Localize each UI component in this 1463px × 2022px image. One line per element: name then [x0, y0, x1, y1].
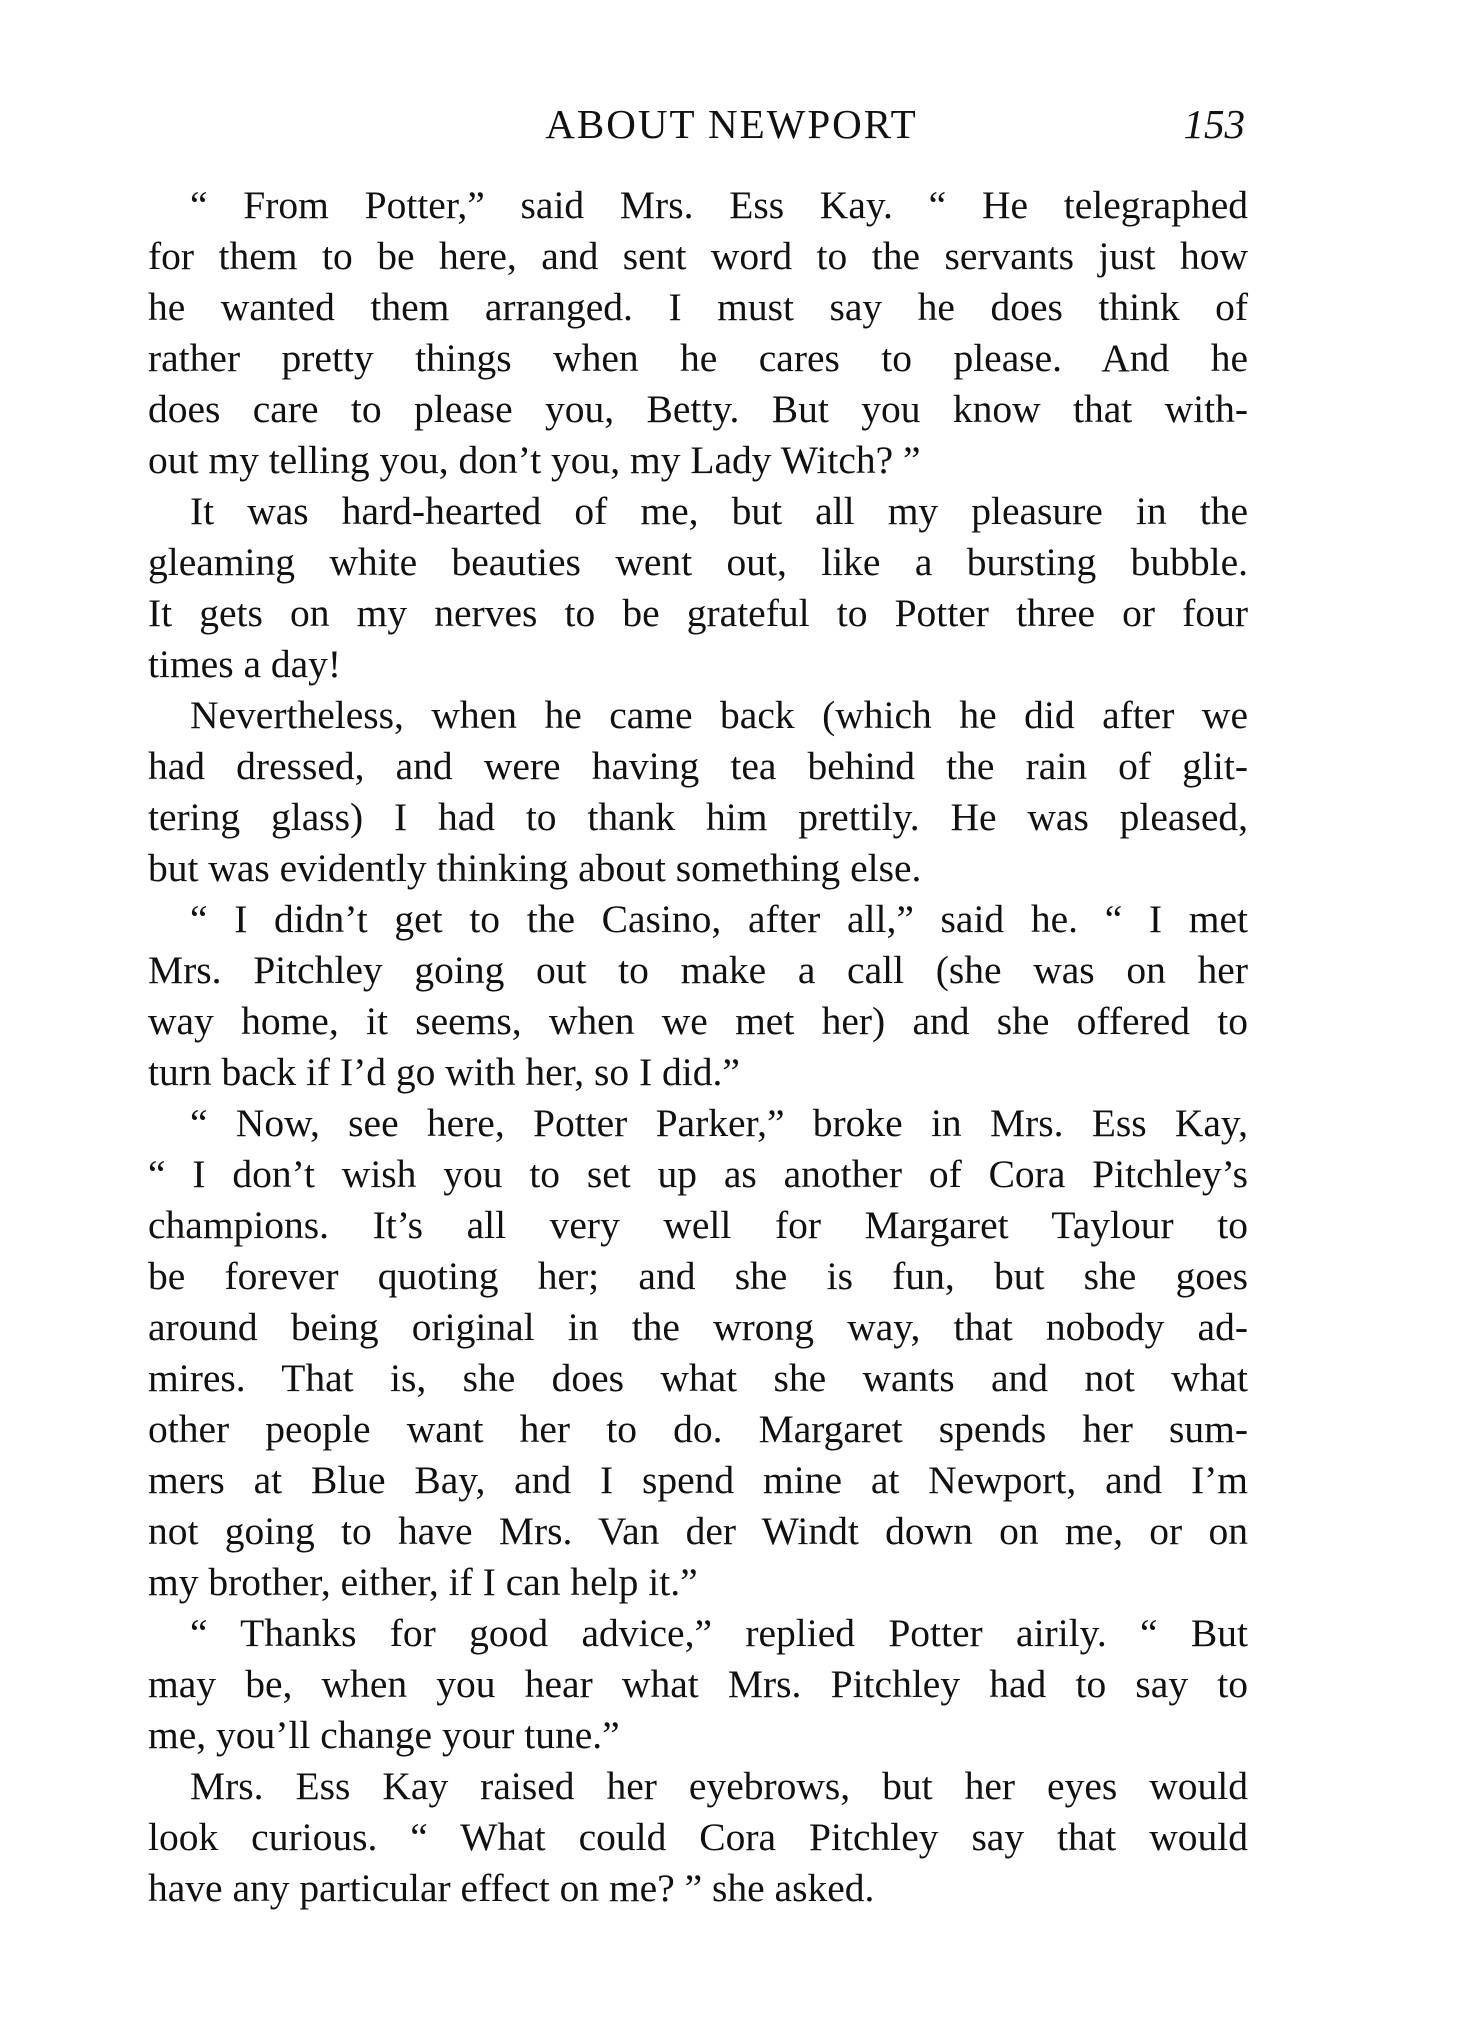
text-line: other people want her to do. Margaret spends her sum- [148, 1407, 1248, 1451]
text-line: be forever quoting her; and she is fun, but she goes [148, 1254, 1248, 1298]
text-line: way home, it seems, when we met her) and she offered to [148, 999, 1248, 1043]
text-line: “ Now, see here, Potter Parker,” broke in Mrs. Ess Kay, [190, 1101, 1248, 1145]
text-line: champions. It’s all very well for Margaret Taylour to [148, 1203, 1248, 1247]
text-line: It gets on my nerves to be grateful to Potter three or four [148, 591, 1248, 635]
text-line: have any particular effect on me? ” she asked. [148, 1866, 875, 1910]
text-line: mires. That is, she does what she wants and not what [148, 1356, 1248, 1400]
text-line: may be, when you hear what Mrs. Pitchley had to say to [148, 1662, 1248, 1706]
text-line: It was hard-hearted of me, but all my pleasure in the [190, 489, 1248, 533]
paragraph [148, 894, 1248, 1098]
text-line: me, you’ll change your tune.” [148, 1713, 620, 1757]
paragraph [148, 180, 1248, 486]
paragraph [148, 1098, 1248, 1608]
text-line: times a day! [148, 642, 342, 686]
text-line: “ I don’t wish you to set up as another of Cora Pitchley’s [148, 1152, 1248, 1196]
text-line: tering glass) I had to thank him prettily. He was pleased, [148, 795, 1248, 839]
running-title: ABOUT NEWPORT [545, 101, 918, 147]
text-line: he wanted them arranged. I must say he does think of [148, 285, 1248, 329]
text-line: around being original in the wrong way, that nobody ad- [148, 1305, 1248, 1349]
text-line: “ I didn’t get to the Casino, after all,” said he. “ I met [190, 897, 1248, 941]
text-line: but was evidently thinking about something else. [148, 846, 922, 890]
text-line: turn back if I’d go with her, so I did.” [148, 1050, 740, 1094]
paragraph [148, 1761, 1248, 1914]
text-line: not going to have Mrs. Van der Windt down on me, or on [148, 1509, 1248, 1553]
page-header [0, 100, 1463, 160]
text-line: had dressed, and were having tea behind the rain of glit- [148, 744, 1248, 788]
text-line: does care to please you, Betty. But you know that with- [148, 387, 1248, 431]
paragraph [148, 486, 1248, 690]
text-line: “ Thanks for good advice,” replied Potter airily. “ But [190, 1611, 1248, 1655]
text-line: gleaming white beauties went out, like a bursting bubble. [148, 540, 1248, 584]
text-line: my brother, either, if I can help it.” [148, 1560, 698, 1604]
page-number: 153 [1183, 101, 1245, 147]
text-line: Mrs. Ess Kay raised her eyebrows, but her eyes would [190, 1764, 1248, 1808]
text-line: mers at Blue Bay, and I spend mine at Newport, and I’m [148, 1458, 1248, 1502]
text-line: for them to be here, and sent word to the servants just how [148, 234, 1248, 278]
paragraph [148, 690, 1248, 894]
text-line: Mrs. Pitchley going out to make a call (she was on her [148, 948, 1248, 992]
text-line: Nevertheless, when he came back (which he did after we [190, 693, 1248, 737]
body-text [148, 180, 1248, 1914]
text-line: out my telling you, don’t you, my Lady Witch? ” [148, 438, 921, 482]
paragraph [148, 1608, 1248, 1761]
text-line: look curious. “ What could Cora Pitchley say that would [148, 1815, 1248, 1859]
text-line: rather pretty things when he cares to please. And he [148, 336, 1248, 380]
text-line: “ From Potter,” said Mrs. Ess Kay. “ He telegraphed [190, 183, 1248, 227]
